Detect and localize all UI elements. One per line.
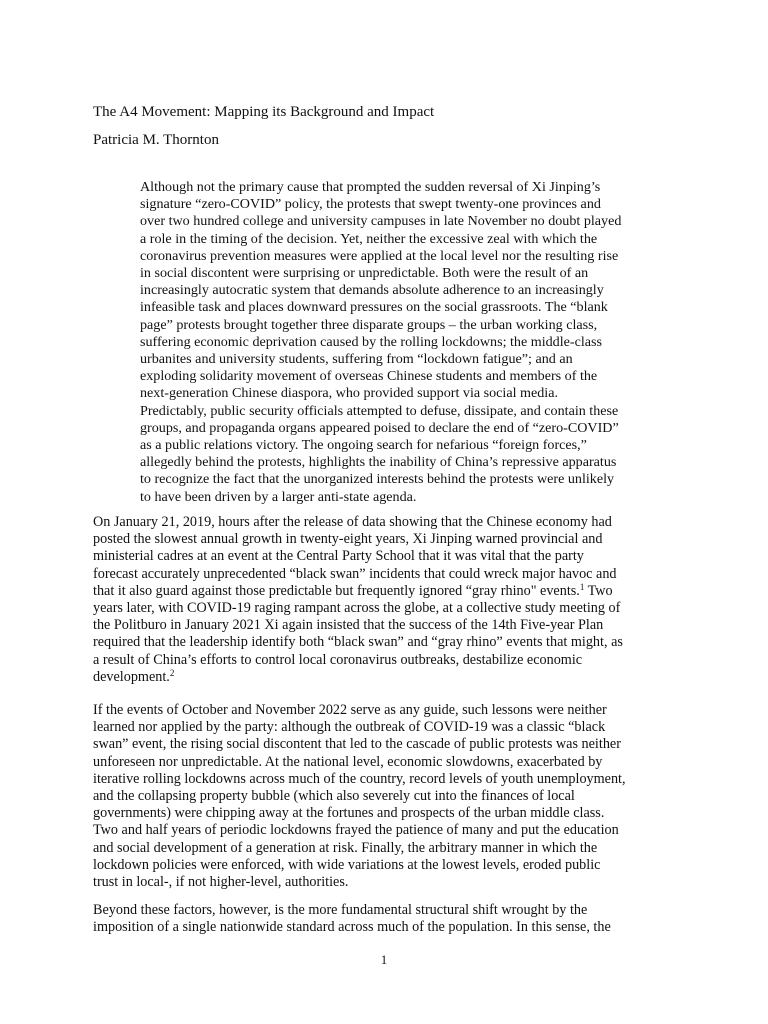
abstract-line: allegedly behind the protests, highlights the inability of China’s repressive apparatus xyxy=(140,454,617,471)
abstract-line: a role in the timing of the decision. Yet, neither the excessive zeal with which the xyxy=(140,230,598,247)
paragraph-line: and social development of a generation at risk. Finally, the arbitrary manner in which the xyxy=(93,839,598,856)
body-paragraph-3 xyxy=(93,902,686,936)
footnote-ref-2[interactable]: 2 xyxy=(169,667,175,678)
paragraph-line: unforeseen nor unpredictable. At the national level, economic slowdowns, exacerbated by xyxy=(93,753,603,770)
page-number: 1 xyxy=(380,953,388,967)
author-name: Patricia M. Thornton xyxy=(93,132,219,148)
paragraph-line: lockdown policies were enforced, with wide variations at the lowest levels, eroded public xyxy=(93,856,601,873)
paragraph-line: a result of China’s efforts to control local coronavirus outbreaks, destabilize economic xyxy=(93,651,583,668)
abstract-line: in social discontent were surprising or unpredictable. Both were the result of an xyxy=(140,265,589,282)
paragraph-line: forecast accurately unprecedented “black swan” incidents that could wreck major havoc and xyxy=(93,565,617,582)
paper-title: The A4 Movement: Mapping its Background and Impact xyxy=(93,104,435,120)
abstract-line: Predictably, public security officials attempted to defuse, dissipate, and contain these xyxy=(140,402,619,419)
abstract-line: urbanites and university students, suffering from “lockdown fatigue”; and an xyxy=(140,351,573,368)
abstract-line: increasingly autocratic system that demands absolute adherence to an increasingly xyxy=(140,282,604,299)
abstract-line: groups, and propaganda organs appeared poised to declare the end of “zero-COVID” xyxy=(140,419,619,436)
paragraph-line xyxy=(93,583,686,600)
paragraph-line: iterative rolling lockdowns across much of the country, record levels of youth unemployment, xyxy=(93,770,626,787)
paragraph-line: required that the leadership identify both “black swan” and “gray rhino” events that might, as xyxy=(93,634,623,651)
abstract-line: as a public relations victory. The ongoing search for nefarious “foreign forces,” xyxy=(140,437,587,454)
abstract-line: infeasible task and places downward pressures on the social grassroots. The “blank xyxy=(140,299,608,316)
footnote-ref-1[interactable]: 1 xyxy=(579,581,585,592)
abstract-line: exploding solidarity movement of overseas Chinese students and members of the xyxy=(140,368,598,385)
paragraph-line: Two and half years of periodic lockdowns frayed the patience of many and put the education xyxy=(93,822,619,839)
paragraph-line: On January 21, 2019, hours after the release of data showing that the Chinese economy had xyxy=(93,514,612,530)
abstract-line: over two hundred college and university campuses in late November no doubt played xyxy=(140,213,622,230)
paragraph-line: swan” event, the rising social discontent that led to the cascade of public protests was neither xyxy=(93,736,621,753)
abstract-line: to have been driven by a larger anti-state agenda. xyxy=(140,488,417,505)
line-text: development. xyxy=(93,668,170,685)
body-paragraph-1 xyxy=(93,514,686,686)
line-text: that it also guard against those predictable but frequently ignored “gray rhino" events. xyxy=(93,582,580,599)
paragraph-line: governments) were chipping away at the fortunes and prospects of the urban middle class. xyxy=(93,805,605,822)
abstract xyxy=(140,179,680,506)
paragraph-line: trust in local-, if not higher-level, authorities. xyxy=(93,874,349,891)
paragraph-line: and the collapsing property bubble (which also severely cut into the finances of local xyxy=(93,788,575,805)
abstract-line: coronavirus prevention measures were applied at the local level nor the resulting rise xyxy=(140,247,619,264)
paragraph-line: ministerial cadres at an event at the Central Party School that it was vital that the party xyxy=(93,548,584,565)
abstract-line: suffering economic deprivation caused by the rolling lockdowns; the middle-class xyxy=(140,333,602,350)
body-paragraph-2 xyxy=(93,702,686,891)
line-text: Two xyxy=(584,582,613,599)
abstract-line: next-generation Chinese diaspora, who provided support via social media. xyxy=(140,385,559,402)
paragraph-line: Beyond these factors, however, is the more fundamental structural shift wrought by the xyxy=(93,902,588,918)
paragraph-line: posted the slowest annual growth in twenty-eight years, Xi Jinping warned provincial and xyxy=(93,531,603,548)
abstract-line: signature “zero-COVID” policy, the protests that swept twenty-one provinces and xyxy=(140,196,601,213)
paragraph-line: the Politburo in January 2021 Xi again insisted that the success of the 14th Five-year Plan xyxy=(93,617,604,634)
paragraph-line xyxy=(93,669,686,686)
abstract-line: Although not the primary cause that prompted the sudden reversal of Xi Jinping’s xyxy=(140,179,601,195)
abstract-line: page” protests brought together three disparate groups – the urban working class, xyxy=(140,316,598,333)
paragraph-line: learned nor applied by the party: although the outbreak of COVID-19 was a classic “black xyxy=(93,719,606,736)
paragraph-line: years later, with COVID-19 raging rampant across the globe, at a collective study meeting of xyxy=(93,600,621,617)
paragraph-line: If the events of October and November 2022 serve as any guide, such lessons were neither xyxy=(93,702,607,718)
paragraph-line: imposition of a single nationwide standard across much of the population. In this sense, the xyxy=(93,919,611,936)
abstract-line: to recognize the fact that the unorganized interests behind the protests were unlikely xyxy=(140,471,615,488)
